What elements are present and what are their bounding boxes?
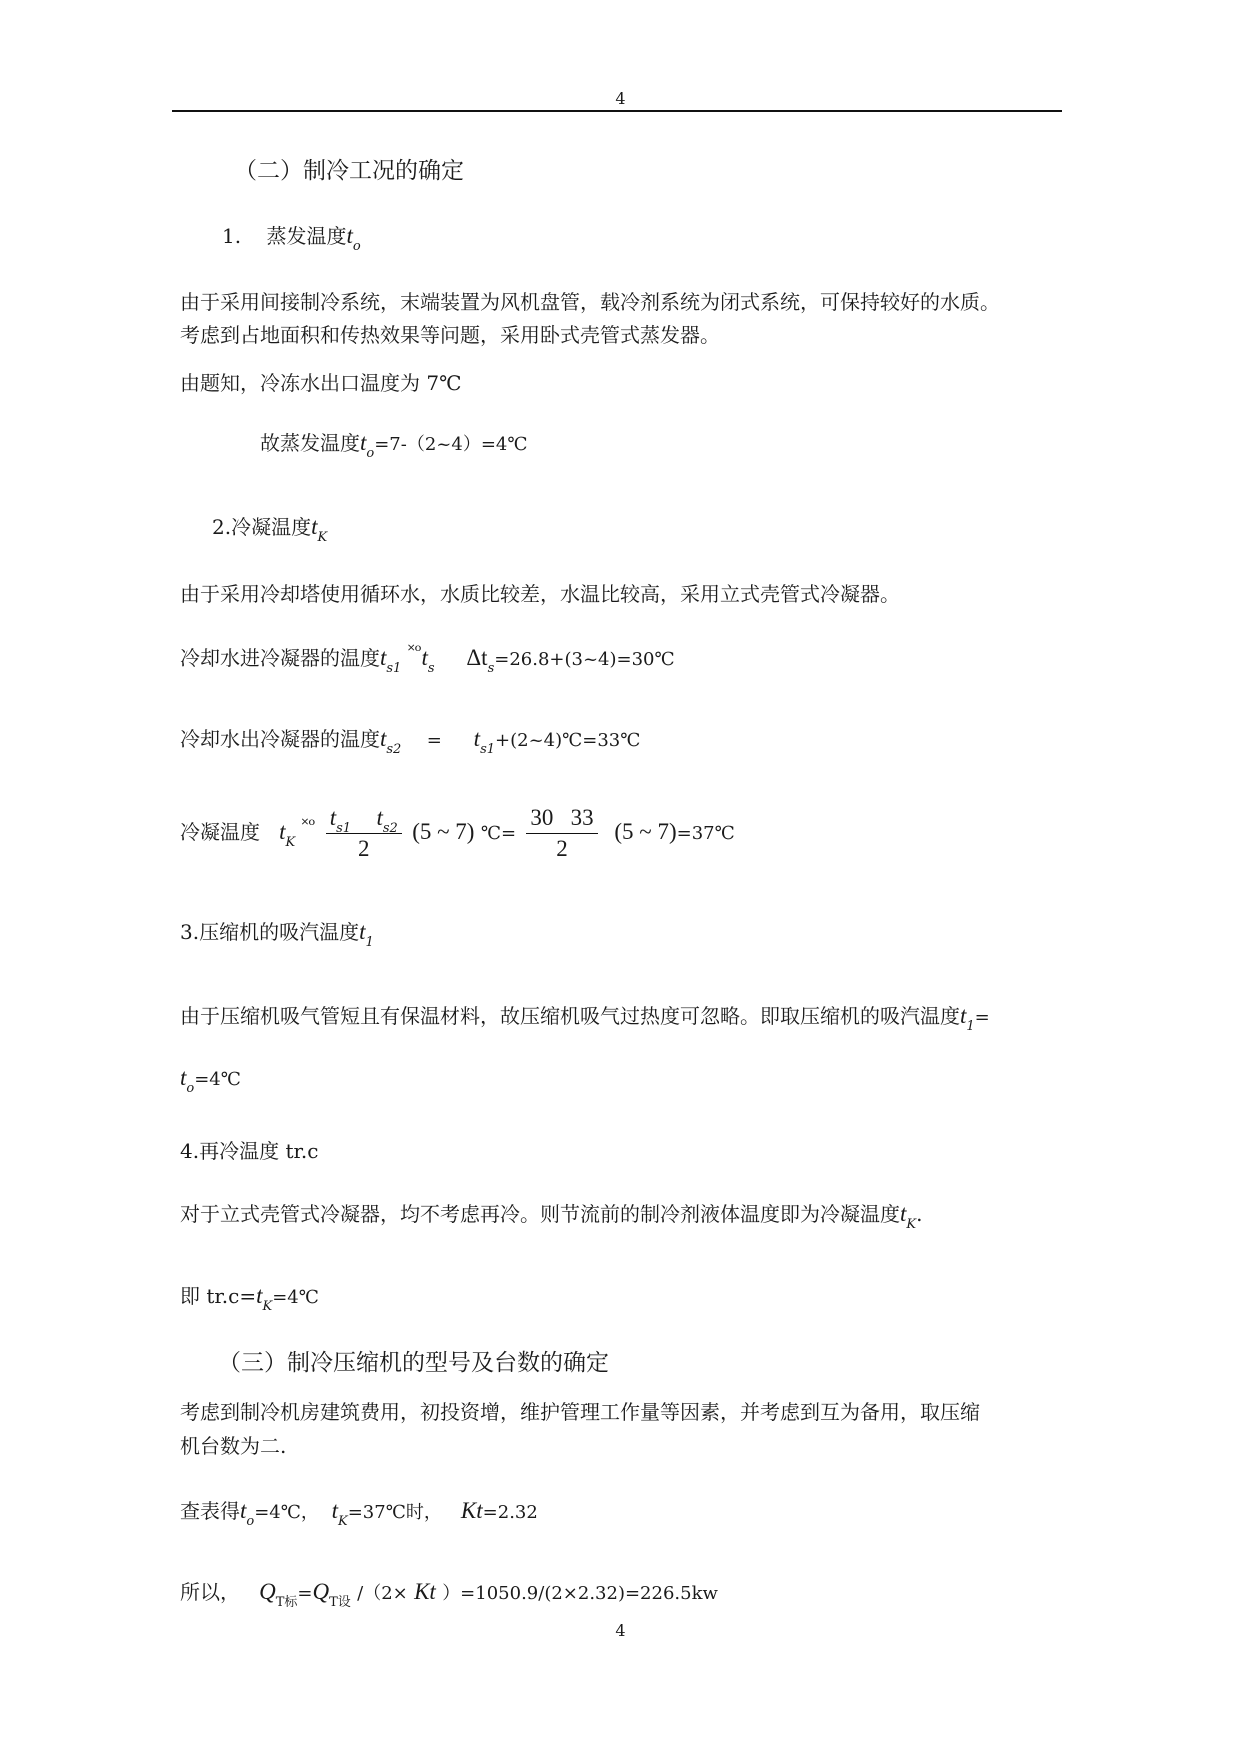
symbol-sub: K — [262, 1299, 273, 1314]
garbled-glyph: ˟ᵒ — [301, 815, 316, 836]
fraction-ts — [326, 805, 402, 862]
symbol-t: t — [900, 1201, 907, 1226]
eq-post: . — [916, 1202, 923, 1226]
symbol-t: t — [329, 805, 337, 830]
fraction-denominator: 2 — [556, 836, 568, 861]
symbol-t: t — [380, 726, 387, 751]
symbol-t: t — [376, 805, 383, 830]
eq-post: =2.32 — [482, 1502, 538, 1523]
eq-mid: =4℃， — [254, 1502, 319, 1523]
equation-subcool — [180, 1280, 319, 1314]
symbol-q: Q — [259, 1579, 276, 1604]
fraction-values — [526, 805, 597, 862]
paragraph-text: 由于压缩机吸气管短且有保温材料，故压缩机吸气过热度可忽略。即取压缩机的吸汽温度 — [180, 1004, 960, 1028]
paragraph-line: 考虑到制冷机房建筑费用，初投资增，维护管理工作量等因素，并考虑到互为备用，取压缩 — [180, 1400, 980, 1424]
symbol-sub: K — [285, 835, 296, 850]
symbol-sub: s1 — [386, 661, 402, 676]
eq-mid: /（2× — [357, 1583, 408, 1604]
garbled-glyph: ˟ᵒ — [407, 641, 422, 662]
paragraph-line: 由于采用冷却塔使用循环水，水质比较差，水温比较高，采用立式壳管式冷凝器。 — [180, 582, 900, 606]
symbol-t: t — [359, 919, 366, 944]
paragraph-subcool — [180, 1198, 923, 1232]
symbol-q: Q — [312, 1579, 330, 1604]
symbol-sub: s — [427, 661, 435, 676]
symbol-sub: s — [487, 661, 495, 676]
symbol-t: t — [473, 726, 481, 751]
symbol-sub: s2 — [386, 742, 402, 757]
eq-sign: = — [297, 1583, 313, 1604]
eq-pre: 冷却水出冷凝器的温度 — [180, 727, 380, 751]
item-label: 蒸发温度 — [266, 224, 347, 248]
symbol-sub: o — [246, 1514, 255, 1529]
item-prefix: 1. — [222, 224, 242, 248]
eq-post: ）=1050.9/(2×2.32)=226.5kw — [442, 1583, 718, 1604]
symbol-sub: 1 — [365, 935, 374, 950]
item-label: 3.压缩机的吸汽温度 — [180, 920, 360, 944]
symbol-kt: Kt — [460, 1498, 483, 1523]
symbol-sub: o — [352, 239, 361, 254]
eq-post: =7-（2~4）=4℃ — [374, 434, 528, 455]
eq-sign: = — [426, 730, 442, 751]
eq-pre: 所以， — [180, 1580, 240, 1604]
eq-post: +(2~4)℃=33℃ — [495, 730, 641, 751]
paragraph-suction — [180, 1000, 990, 1034]
fraction-denominator: 2 — [358, 836, 370, 861]
symbol-sub: o — [366, 446, 375, 461]
paragraph-line: 机台数为二. — [180, 1434, 287, 1458]
symbol-t: t — [240, 1498, 247, 1523]
eq-post: =4℃ — [194, 1069, 241, 1090]
symbol-sub: K — [317, 530, 328, 545]
section-title-3: （三）制冷压缩机的型号及台数的确定 — [218, 1350, 609, 1376]
symbol-t: t — [256, 1283, 263, 1308]
item-label: 2.冷凝温度 — [212, 515, 312, 539]
symbol-sub: s1 — [480, 742, 496, 757]
paragraph-line: 由题知，冷冻水出口温度为 7℃ — [180, 371, 462, 395]
paragraph-line: 由于采用间接制冷系统，末端装置为风机盘管，载冷剂系统为闭式系统，可保持较好的水质。 — [180, 290, 1000, 314]
symbol-sub: 1 — [966, 1019, 975, 1034]
paragraph-text: 对于立式壳管式冷凝器，均不考虑再冷。则节流前的制冷剂液体温度即为冷凝温度 — [180, 1202, 900, 1226]
symbol-t: t — [960, 1003, 967, 1028]
eq-pre: 冷凝温度 — [180, 820, 260, 844]
eq-post: =4℃ — [272, 1287, 319, 1308]
symbol-sub: o — [186, 1081, 195, 1096]
equation-cooling-water-out — [180, 723, 641, 757]
range-term: (5 ~ 7) — [412, 819, 475, 844]
symbol-sub: s1 — [336, 821, 352, 836]
eq-post: =37℃ — [676, 823, 735, 844]
symbol-t: t — [331, 1498, 338, 1523]
header-page-number: 4 — [615, 89, 626, 108]
paragraph-line: 考虑到占地面积和传热效果等问题，采用卧式壳管式蒸发器。 — [180, 323, 720, 347]
eq-post: =26.8+(3~4)=30℃ — [494, 649, 675, 670]
eq-pre: 查表得 — [180, 1499, 240, 1523]
eq-pre: 即 tr.c= — [180, 1284, 257, 1308]
equation-lookup — [180, 1495, 538, 1529]
item-suction-temp — [180, 916, 374, 950]
symbol-t: t — [346, 223, 353, 248]
eq-pre: 故蒸发温度 — [260, 431, 360, 455]
fraction-numerator: 30 33 — [526, 805, 597, 834]
equation-capacity — [180, 1576, 718, 1610]
item-condensation-temp — [212, 511, 328, 545]
symbol-sub: T设 — [329, 1595, 351, 1610]
eq-pre: 冷却水进冷凝器的温度 — [180, 646, 380, 670]
symbol-t: t — [421, 645, 428, 670]
symbol-t: t — [311, 514, 318, 539]
symbol-sub: K — [906, 1217, 917, 1232]
symbol-kt: Kt — [414, 1579, 436, 1604]
equation-cooling-water-in — [180, 641, 675, 676]
eq-mid: =37℃时， — [347, 1502, 442, 1523]
unit-text: ℃= — [480, 823, 517, 844]
symbol-sub: T标 — [275, 1595, 298, 1610]
symbol-sub: K — [338, 1514, 348, 1529]
symbol-t: t — [380, 645, 387, 670]
item-evaporation-temp — [222, 220, 361, 254]
eq-post: = — [974, 1007, 990, 1028]
symbol-t: t — [360, 430, 367, 455]
symbol-t: t — [180, 1065, 187, 1090]
symbol-delta-t: Δt — [466, 645, 488, 670]
equation-condensation — [180, 805, 735, 862]
section-title-2: （二）制冷工况的确定 — [234, 158, 464, 184]
symbol-sub: s2 — [382, 821, 398, 836]
symbol-t: t — [279, 819, 286, 844]
header-rule — [172, 110, 1062, 112]
range-term: (5 ~ 7) — [614, 819, 677, 844]
fraction-numerator — [326, 805, 402, 834]
equation-evaporation — [260, 427, 528, 461]
equation-suction — [180, 1065, 241, 1096]
footer-page-number: 4 — [615, 1621, 626, 1640]
item-subcool-temp: 4.再冷温度 tr.c — [180, 1139, 319, 1163]
